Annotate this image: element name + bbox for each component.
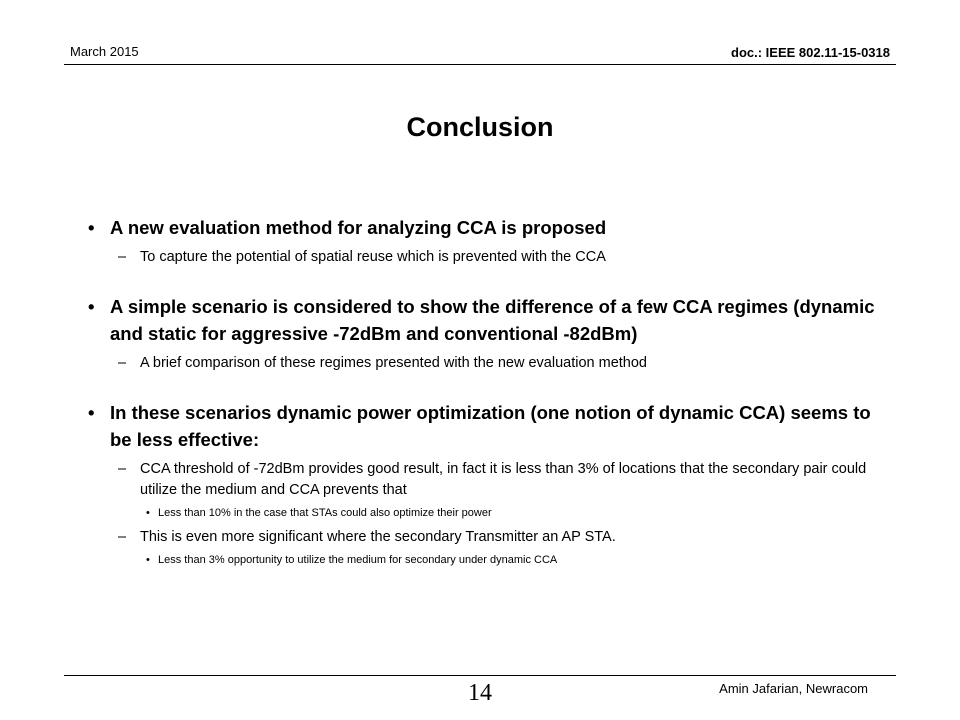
bullet-1 [88,214,888,241]
bullet-icon: • [146,554,150,566]
sub-bullet-1-1 [88,247,888,268]
dash-icon: – [118,461,127,477]
sub-sub-bullet-3-1-1 [88,506,888,521]
header-divider [64,64,896,65]
slide-title: Conclusion [406,112,554,142]
dash-icon: – [118,529,127,545]
bullet-icon: • [146,507,150,519]
bullet-icon: • [88,296,95,317]
footer-author: Amin Jafarian, Newracom [719,681,868,696]
bullet-3 [88,399,888,453]
dash-icon: – [118,355,127,371]
sub-bullet-text: To capture the potential of spatial reuse which is prevented with the CCA [140,249,606,265]
bullet-icon: • [88,402,95,423]
header-date: March 2015 [70,44,139,59]
sub-sub-bullet-text: Less than 10% in the case that STAs could also optimize their power [158,507,492,519]
sub-bullet-3-2 [88,527,888,548]
page-number: 14 [468,680,492,706]
sub-sub-bullet-text: Less than 3% opportunity to utilize the medium for secondary under dynamic CCA [158,554,558,566]
sub-sub-bullet-3-2-1 [88,553,888,568]
footer-divider [64,675,896,676]
header-doc-id: doc.: IEEE 802.11-15-0318 [731,45,890,60]
bullet-text: In these scenarios dynamic power optimization (one notion of dynamic CCA) seems to be less effective: [110,402,871,450]
slide-body [88,214,888,568]
sub-bullet-text: This is even more significant where the secondary Transmitter an AP STA. [140,529,616,545]
bullet-text: A simple scenario is considered to show the difference of a few CCA regimes (dynamic and static for aggressive -72dBm and conventional -82dBm) [110,296,875,344]
dash-icon: – [118,249,127,265]
sub-bullet-text: CCA threshold of -72dBm provides good result, in fact it is less than 3% of locations that the secondary pair could utilize the medium and CCA prevents that [140,461,867,498]
sub-bullet-text: A brief comparison of these regimes presented with the new evaluation method [140,355,647,371]
sub-bullet-3-1 [88,459,888,501]
sub-bullet-2-1 [88,353,888,374]
bullet-text: A new evaluation method for analyzing CCA is proposed [110,217,607,238]
bullet-2 [88,293,888,347]
bullet-icon: • [88,217,95,238]
